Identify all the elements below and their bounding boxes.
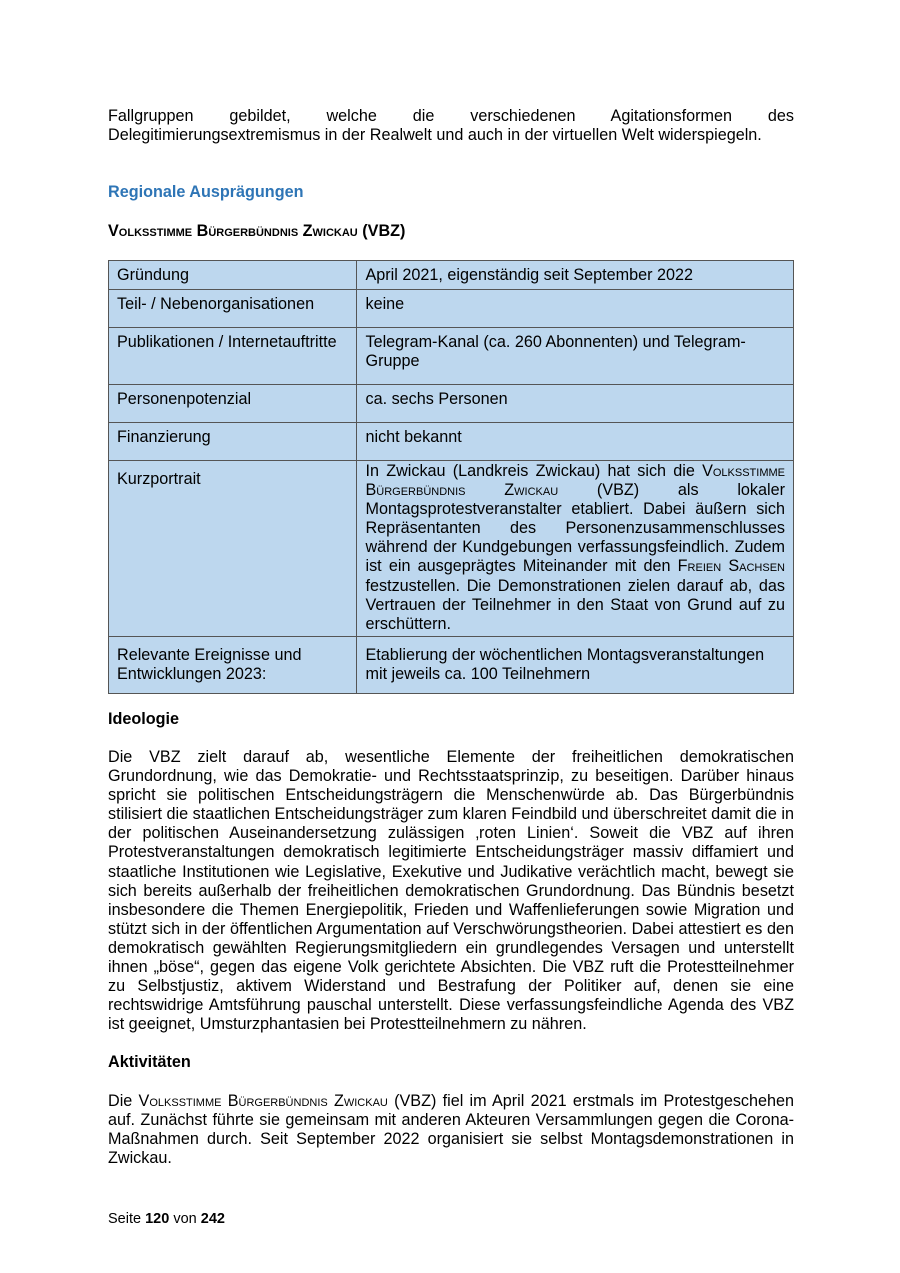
kurzportrait-text-c: (VBZ) als lokaler Montagsprotestveranstalter etabliert. Dabei äußern sich Repräsentanten des Personenzusammenschlusses während der Kundgebungen verfassungsfeindlich. Zudem ist ein ausgeprägtes Miteinander mit den <box>365 481 786 576</box>
info-table <box>108 260 794 694</box>
row-key: Relevante Ereignisse und Entwicklungen 2023: <box>109 636 357 693</box>
row-key: Gründung <box>109 261 357 290</box>
akt-org-name: Volksstimme Bürgerbündnis Zwickau <box>138 1092 388 1110</box>
row-key: Personenpotenzial <box>109 385 357 423</box>
total-pages: 242 <box>200 1211 225 1227</box>
aktivitaeten-heading: Aktivitäten <box>108 1053 191 1071</box>
table-row <box>109 423 794 461</box>
row-value: ca. sechs Personen <box>357 385 794 423</box>
akt-post: (VBZ) fiel im April 2021 erstmals im Protestgeschehen auf. Zunächst führte sie gemeinsam mit anderen Akteuren Versammlungen gegen die Corona-Maßnahmen durch. Seit September 2022 organisiert sie selbst Montagsdemonstrationen in Zwickau. <box>108 1092 795 1168</box>
table-row <box>109 636 794 693</box>
row-value: keine <box>357 290 794 328</box>
footer-prefix: Seite <box>108 1211 142 1227</box>
kurzportrait-text-a: In Zwickau (Landkreis Zwickau) hat sich die <box>365 462 695 480</box>
row-value: Telegram-Kanal (ca. 260 Abonnenten) und Telegram-Gruppe <box>357 328 794 385</box>
table-row <box>109 385 794 423</box>
page-number: 120 <box>145 1211 170 1227</box>
row-key: Publikationen / Internetauftritte <box>109 328 357 385</box>
page-footer <box>108 1211 225 1227</box>
freie-sachsen-name: Freien Sachsen <box>677 557 785 576</box>
row-value <box>357 461 794 637</box>
row-key: Teil- / Nebenorganisationen <box>109 290 357 328</box>
intro-paragraph: Fallgruppen gebildet, welche die verschiedenen Agitationsformen des Delegitimierungsextremismus in der Realwelt und auch in der virtuellen Welt widerspiegeln. <box>108 107 794 145</box>
table-row <box>109 290 794 328</box>
row-value: April 2021, eigenständig seit September 2022 <box>357 261 794 290</box>
org-name-inline: Volksstimme Bürgerbündnis Zwickau <box>365 462 785 500</box>
table-row <box>109 461 794 637</box>
ideologie-heading: Ideologie <box>108 710 180 728</box>
kurzportrait-text-e: festzustellen. Die Demonstrationen zielen darauf ab, das Vertrauen der Teilnehmer in den Staat von Grund auf zu erschüttern. <box>365 576 785 633</box>
table-row <box>109 328 794 385</box>
org-name: Volksstimme Bürgerbündnis Zwickau <box>108 222 358 240</box>
org-abbr: (VBZ) <box>362 222 406 240</box>
aktivitaeten-paragraph <box>108 1092 794 1168</box>
akt-pre: Die <box>108 1092 133 1110</box>
row-value: Etablierung der wöchentlichen Montagsveranstaltungen mit jeweils ca. 100 Teilnehmern <box>357 636 794 693</box>
section-heading: Regionale Ausprägungen <box>108 183 304 201</box>
table-row <box>109 261 794 290</box>
row-key: Finanzierung <box>109 423 357 461</box>
row-key: Kurzportrait <box>109 461 357 637</box>
org-title <box>108 222 405 241</box>
row-value: nicht bekannt <box>357 423 794 461</box>
footer-middle: von <box>173 1211 197 1227</box>
ideologie-paragraph: Die VBZ zielt darauf ab, wesentliche Elemente der freiheitlichen demokratischen Grundordnung, wie das Demokratie- und Rechtsstaatsprinzip, zu beseitigen. Darüber hinaus spricht sie politischen Entscheidungsträgern die Menschenwürde ab. Das Bürgerbündnis stilisiert die staatlichen Entscheidungsträger zum klaren Feindbild und überschreitet damit die in der politischen Auseinandersetzung zulässigen ‚roten Linien‘. Soweit die VBZ auf ihren Protestveranstaltungen demokratisch legitimierte Entscheidungsträger massiv diffamiert und staatliche Institutionen wie Legislative, Exekutive und Judikative verächtlich macht, bewegt sie sich bereits außerhalb der freiheitlichen demokratischen Grundordnung. Das Bündnis besetzt insbesondere die Themen Energiepolitik, Frieden und Waffenlieferungen sowie Migration und stützt sich in der öffentlichen Argumentation auf Verschwörungstheorien. Dabei attestiert es den demokratisch gewählten Regierungsmitgliedern ein grundlegendes Versagen und unterstellt ihnen „böse“, gegen das eigene Volk gerichtete Absichten. Die VBZ ruft die Protestteilnehmer zu Selbstjustiz, aktivem Widerstand und Bestrafung der Politiker auf, denen sie eine rechtswidrige Amtsführung pauschal unterstellt. Diese verfassungsfeindliche Agenda des VBZ ist geeignet, Umsturzphantasien bei Protestteilnehmern zu nähren. <box>108 748 794 1034</box>
